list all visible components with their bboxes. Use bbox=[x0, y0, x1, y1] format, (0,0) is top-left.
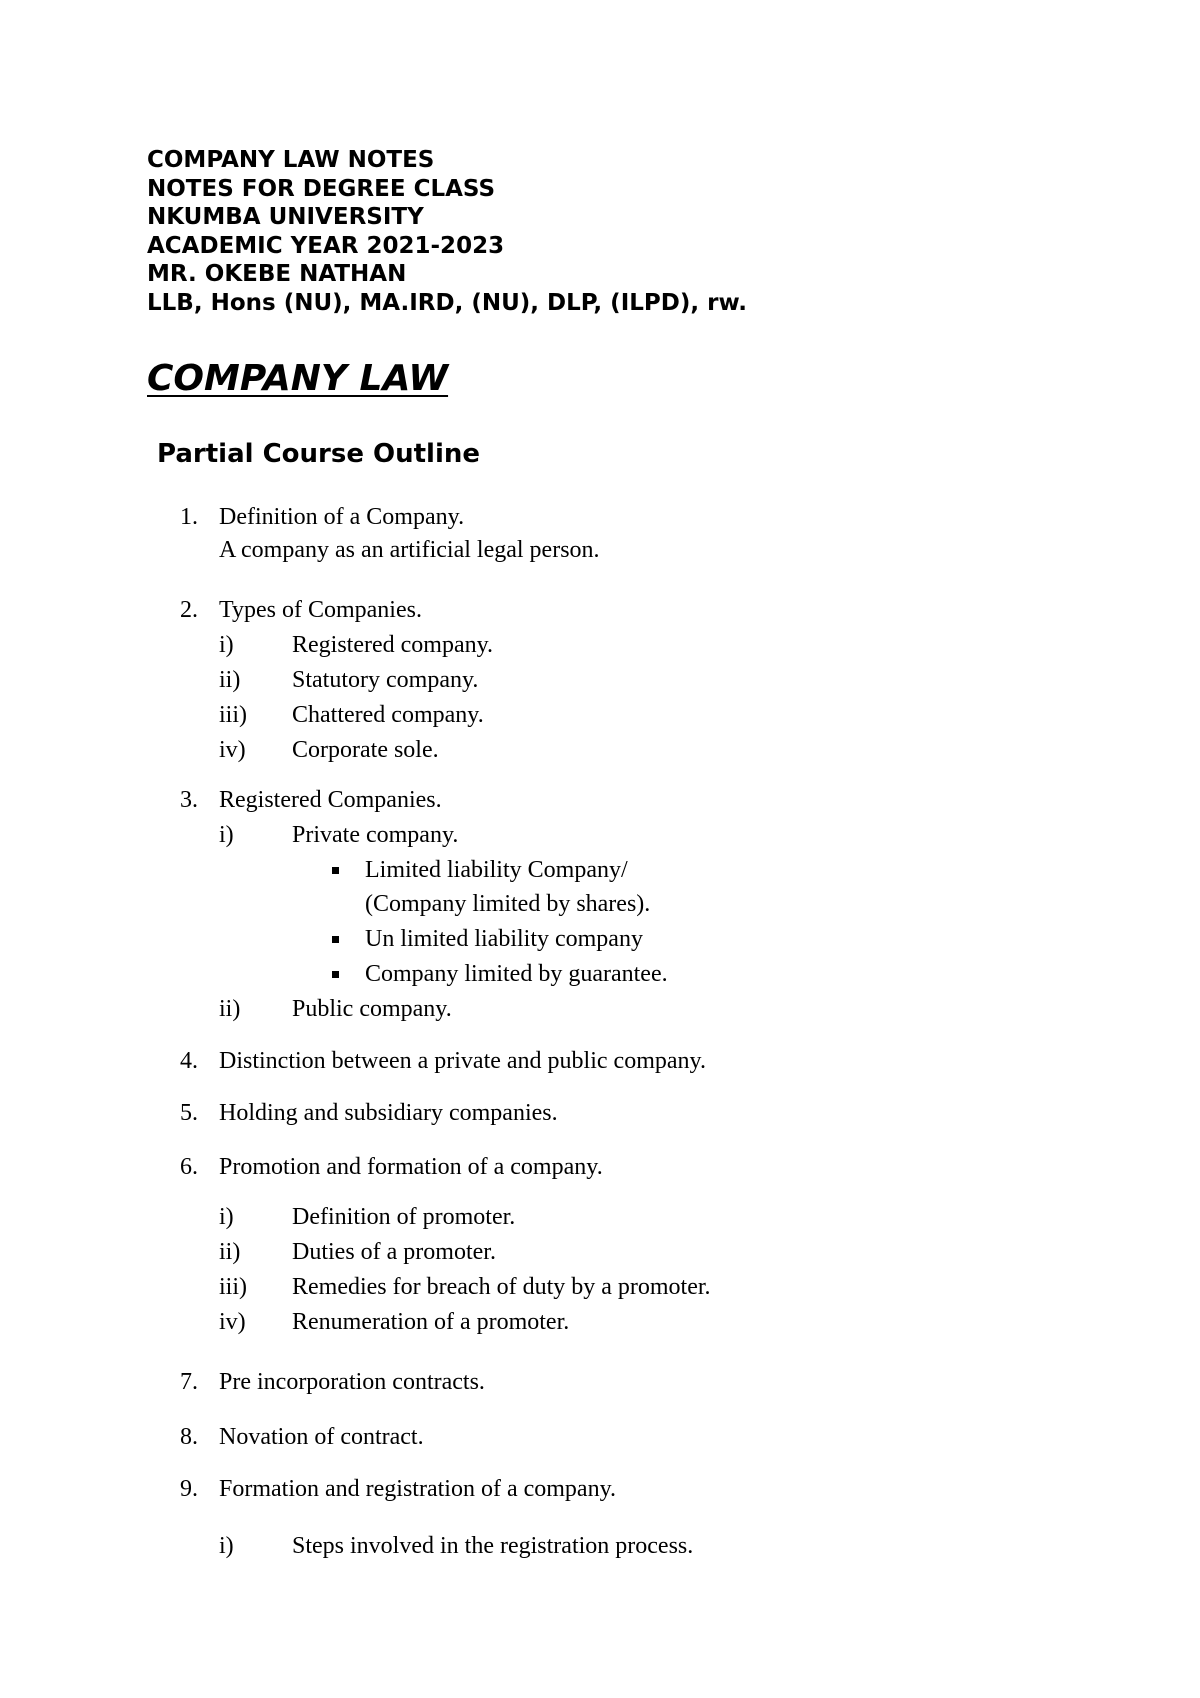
sub-item: Registered company. bbox=[292, 632, 494, 658]
list-number: 4. bbox=[180, 1048, 198, 1074]
list-item: Pre incorporation contracts. bbox=[219, 1369, 485, 1395]
sub-item-number: ii) bbox=[219, 1239, 241, 1265]
list-number: 7. bbox=[180, 1369, 198, 1395]
list-number: 6. bbox=[180, 1154, 198, 1180]
sub-item: Chattered company. bbox=[292, 702, 484, 728]
list-item: Types of Companies. bbox=[219, 597, 422, 623]
list-number: 2. bbox=[180, 597, 198, 623]
list-number: 8. bbox=[180, 1424, 198, 1450]
list-number: 5. bbox=[180, 1100, 198, 1126]
sub-item: Steps involved in the registration process. bbox=[292, 1533, 694, 1559]
sub-item-number: ii) bbox=[219, 667, 241, 693]
square-bullet-icon bbox=[332, 867, 339, 874]
list-number: 1. bbox=[180, 504, 198, 530]
bullet-item: Un limited liability company bbox=[365, 926, 643, 952]
square-bullet-icon bbox=[332, 971, 339, 978]
square-bullet-icon bbox=[332, 936, 339, 943]
sub-item: Statutory company. bbox=[292, 667, 479, 693]
sub-item-number: iv) bbox=[219, 1309, 246, 1335]
list-number: 9. bbox=[180, 1476, 198, 1502]
sub-item: Private company. bbox=[292, 822, 459, 848]
sub-item-number: i) bbox=[219, 632, 234, 658]
sub-item: Remedies for breach of duty by a promoter. bbox=[292, 1274, 711, 1300]
sub-item-number: iv) bbox=[219, 737, 246, 763]
sub-item-number: iii) bbox=[219, 702, 247, 728]
bullet-item-continuation: (Company limited by shares). bbox=[365, 891, 651, 917]
sub-item: Public company. bbox=[292, 996, 452, 1022]
sub-item-number: i) bbox=[219, 822, 234, 848]
header-block bbox=[147, 146, 747, 317]
list-item: Holding and subsidiary companies. bbox=[219, 1100, 558, 1126]
list-item-continuation: A company as an artificial legal person. bbox=[219, 537, 600, 563]
sub-item-number: ii) bbox=[219, 996, 241, 1022]
sub-item: Corporate sole. bbox=[292, 737, 439, 763]
header-line: NOTES FOR DEGREE CLASS bbox=[147, 175, 496, 202]
sub-item-number: i) bbox=[219, 1533, 234, 1559]
sub-item: Duties of a promoter. bbox=[292, 1239, 496, 1265]
list-item: Novation of contract. bbox=[219, 1424, 424, 1450]
list-item: Definition of a Company. bbox=[219, 504, 465, 530]
header-line: LLB, Hons (NU), MA.IRD, (NU), DLP, (ILPD), rw. bbox=[147, 289, 747, 316]
header-line: COMPANY LAW NOTES bbox=[147, 147, 435, 173]
section-subtitle: Partial Course Outline bbox=[157, 439, 481, 469]
list-item: Promotion and formation of a company. bbox=[219, 1154, 603, 1180]
bullet-item: Limited liability Company/ bbox=[365, 857, 628, 883]
header-line: ACADEMIC YEAR 2021-2023 bbox=[147, 232, 505, 259]
bullet-item: Company limited by guarantee. bbox=[365, 961, 668, 987]
header-line: NKUMBA UNIVERSITY bbox=[147, 204, 424, 230]
header-line: MR. OKEBE NATHAN bbox=[147, 261, 407, 287]
list-item: Distinction between a private and public company. bbox=[219, 1048, 706, 1074]
list-item: Formation and registration of a company. bbox=[219, 1476, 617, 1502]
sub-item-number: iii) bbox=[219, 1274, 247, 1300]
sub-item: Renumeration of a promoter. bbox=[292, 1309, 570, 1335]
list-number: 3. bbox=[180, 787, 198, 813]
list-item: Registered Companies. bbox=[219, 787, 442, 813]
sub-item-number: i) bbox=[219, 1204, 234, 1230]
page-title: COMPANY LAW bbox=[147, 358, 449, 399]
sub-item: Definition of promoter. bbox=[292, 1204, 516, 1230]
